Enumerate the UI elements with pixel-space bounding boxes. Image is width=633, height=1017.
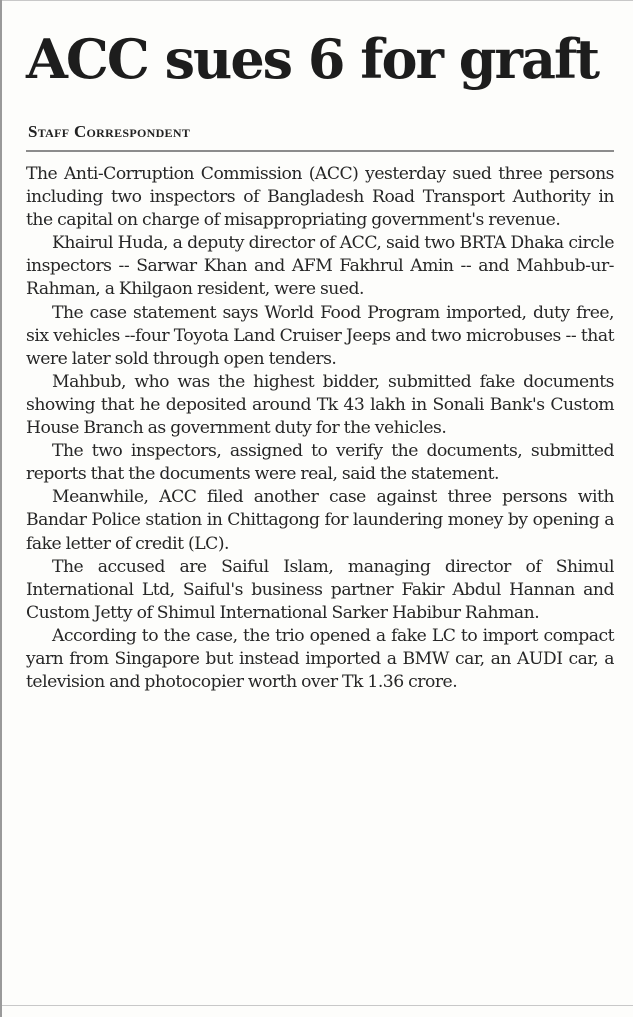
top-border: [2, 0, 633, 11]
paragraph-2: Khairul Huda, a deputy director of ACC, said two BRTA Dhaka circle inspectors -- Sarwar Khan and AFM Fakhrul Amin -- and Mahbub-ur-Rahman, a Khilgaon resident, were sued.: [26, 233, 614, 300]
headline: ACC sues 6 for graft: [26, 27, 599, 91]
paragraph-8: According to the case, the trio opened a fake LC to import compact yarn from Singapore but instead imported a BMW car, an AUDI car, a television and photocopier worth over Tk 1.36 crore.: [26, 625, 614, 693]
paragraph-3: The case statement says World Food Program imported, duty free, six vehicles --four Toyota Land Cruiser Jeeps and two microbuses -- that were later sold through open tenders.: [26, 302, 614, 369]
bottom-border: [2, 1005, 633, 1006]
byline-divider: [26, 150, 614, 152]
paragraph-5: The two inspectors, assigned to verify the documents, submitted reports that the documents were real, said the statement.: [26, 441, 614, 485]
paragraph-6: Meanwhile, ACC filed another case against three persons with Bandar Police station in Chittagong for laundering money by opening a fake letter of credit (LC).: [26, 487, 614, 554]
paragraph-1: The Anti-Corruption Commission (ACC) yesterday sued three persons including two inspectors of Bangladesh Road Transport Authority in the capital on charge of misappropriating government's revenue.: [26, 164, 614, 231]
paragraph-4: Mahbub, who was the highest bidder, submitted fake documents showing that he deposited around Tk 43 lakh in Sonali Bank's Custom House Branch as government duty for the vehicles.: [26, 371, 614, 439]
byline: Staff Correspondent: [28, 122, 191, 141]
article-body: [26, 163, 614, 694]
paragraph-7: The accused are Saiful Islam, managing director of Shimul International Ltd, Saiful's business partner Fakir Abdul Hannan and Custom Jetty of Shimul International Sarker Habibur Rahman.: [26, 556, 614, 623]
